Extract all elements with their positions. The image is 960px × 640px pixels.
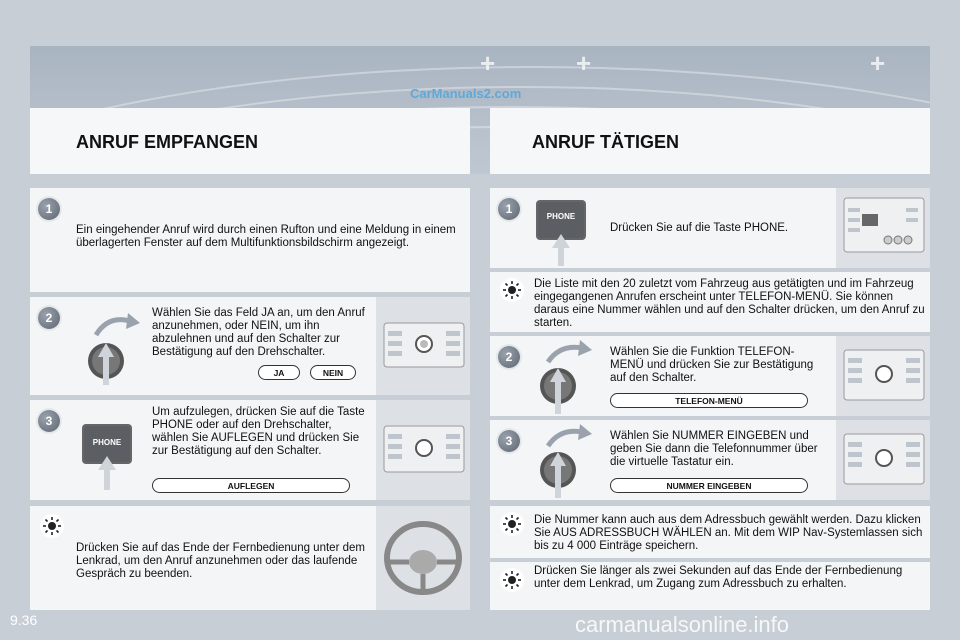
left-tip-box: [30, 506, 470, 610]
plus-icon: +: [480, 48, 496, 78]
rotary-knob-icon: [532, 336, 612, 416]
left-step1-text: Ein eingehender Anruf wird durch einen Rufton und eine Meldung in einem überlagerten Fenster auf dem Multifunktionsbildschirm angezeigt.: [76, 224, 456, 249]
left-tip-text: Drücken Sie auf das Ende der Fernbedienung unter dem Lenkrad, um den Anruf anzunehmen oder das laufende Gespräch zu beenden.: [76, 542, 365, 580]
left-step3-box: [30, 400, 470, 500]
console-image: [836, 336, 930, 416]
right-step3-text: Wählen Sie NUMMER EINGEBEN und geben Sie dann die Telefonnummer über die virtuelle Tastatur ein.: [610, 430, 818, 468]
right-tip3-text: Drücken Sie länger als zwei Sekunden auf das Ende der Fernbedienung unter dem Lenkrad, um Zugang zum Adressbuch zu erhalten.: [534, 565, 903, 590]
page-number: 9.36: [10, 612, 38, 628]
right-tip3-box: [490, 562, 930, 610]
step-number: 2: [498, 346, 520, 368]
console-image: [376, 400, 470, 500]
yes-button[interactable]: JA: [258, 365, 300, 380]
hang-up-button[interactable]: AUFLEGEN: [152, 478, 350, 493]
plus-icon: +: [576, 48, 592, 78]
step-number: 1: [38, 198, 60, 220]
right-tip2-box: [490, 506, 930, 558]
phone-menu-button[interactable]: TELEFON-MENÜ: [610, 393, 808, 408]
rotary-knob-icon: [532, 420, 612, 500]
tip-icon: [500, 512, 524, 536]
step-number: 1: [498, 198, 520, 220]
console-image: [836, 188, 930, 268]
right-step2-box: [490, 336, 930, 416]
right-tip2-text: Die Nummer kann auch aus dem Adressbuch gewählt werden. Dazu klicken Sie AUS ADRESSBUCH WÄHLEN an. Mit dem WIP Nav-Systemlassen sich bis zu 4 000 Einträge speichern.: [534, 514, 923, 552]
right-title-tab: [490, 108, 930, 174]
console-image: [836, 420, 930, 500]
phone-key-icon: [534, 200, 594, 268]
enter-number-button[interactable]: NUMMER EINGEBEN: [610, 478, 808, 493]
right-tip1-box: [490, 272, 930, 332]
section-title-call: ANRUF TÄTIGEN: [532, 132, 679, 152]
tip-icon: [500, 568, 524, 592]
phone-key-label: PHONE: [546, 212, 576, 221]
left-title-tab: [30, 108, 470, 174]
console-image: [376, 297, 470, 395]
plus-icon: +: [870, 48, 886, 78]
section-title-receive: ANRUF EMPFANGEN: [76, 132, 259, 152]
right-step1-text: Drücken Sie auf die Taste PHONE.: [610, 222, 789, 234]
steering-wheel-image: [376, 506, 470, 610]
left-step2-box: [30, 297, 470, 395]
right-step3-box: [490, 420, 930, 500]
step-number: 2: [38, 307, 60, 329]
phone-key-icon: [80, 420, 140, 492]
step-number: 3: [498, 430, 520, 452]
right-step2-text: Wählen Sie die Funktion TELEFON-MENÜ und drücken Sie zur Bestätigung auf den Schalter.: [610, 346, 814, 384]
right-step1-box: [490, 188, 930, 268]
step-number: 3: [38, 410, 60, 432]
left-step2-text: Wählen Sie das Feld JA an, um den Anruf anzunehmen, oder NEIN, um ihn abzulehnen und auf den Schalter zur Bestätigung auf den Drehschalter.: [152, 307, 365, 358]
left-step3-text: Um aufzulegen, drücken Sie auf die Taste PHONE oder auf den Drehschalter, wählen Sie AUFLEGEN und drücken Sie zur Bestätigung auf den Schalter.: [152, 406, 365, 457]
tip-icon: [40, 514, 64, 538]
footer-site: carmanualsonline.info: [575, 612, 790, 637]
right-tip1-text: Die Liste mit den 20 zuletzt vom Fahrzeug aus getätigten und im Fahrzeug eingegangenen Anrufen erscheint unter TELEFON-MENÜ. Sie können daraus eine Nummer wählen und auf den Schalter drücken, um den Anruf zu starten.: [534, 278, 925, 329]
no-button[interactable]: NEIN: [310, 365, 356, 380]
tip-icon: [500, 278, 524, 302]
phone-key-label: PHONE: [92, 438, 122, 447]
left-step1-box: [30, 188, 470, 292]
watermark: CarManuals2.com: [410, 86, 522, 101]
rotary-knob-icon: [78, 305, 158, 389]
